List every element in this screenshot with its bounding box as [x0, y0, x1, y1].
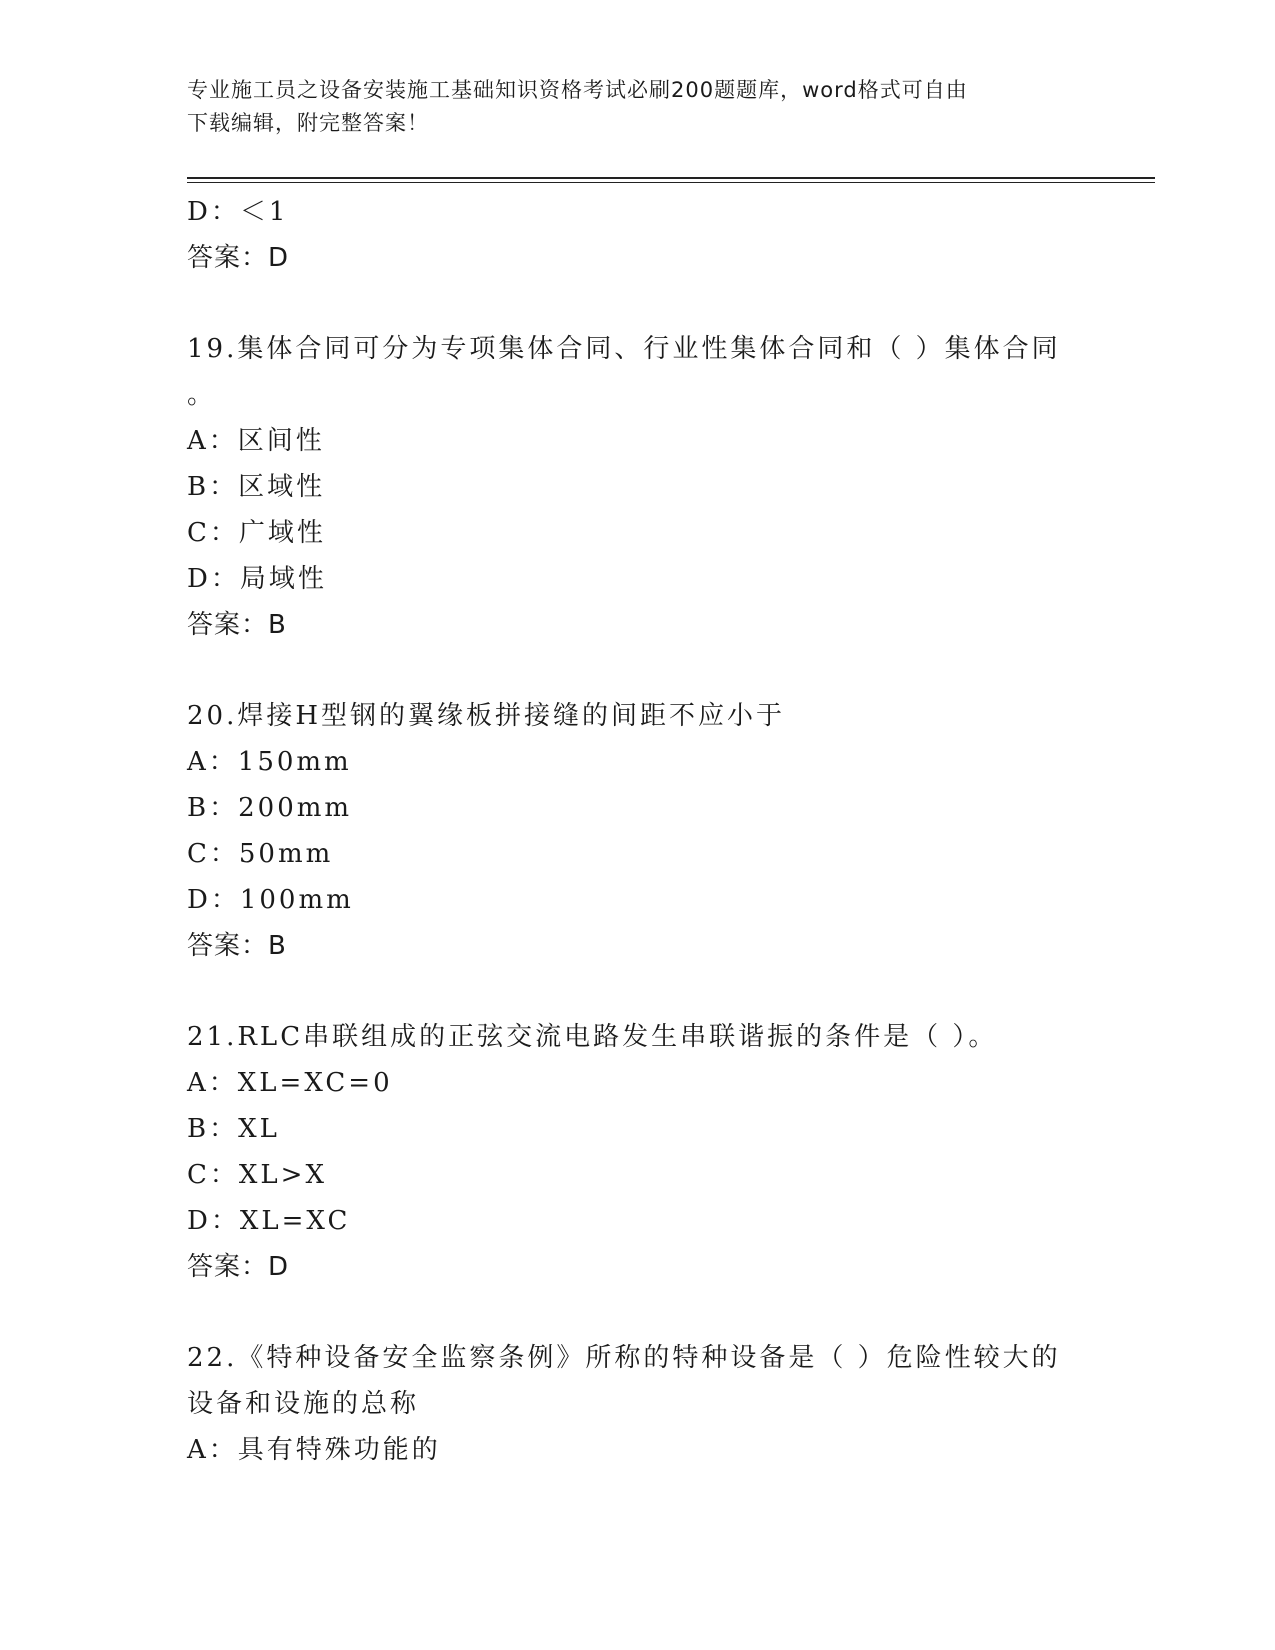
previous-question-tail: [187, 189, 1087, 281]
option-c: C：广域性: [187, 518, 326, 548]
option-b: B：XL: [187, 1114, 280, 1144]
option-d: D：局域性: [187, 564, 327, 594]
question-stem-continued: 设备和设施的总称: [187, 1389, 420, 1419]
option-d: D：XL=XC: [187, 1206, 351, 1236]
option-c: C：50mm: [187, 839, 334, 869]
question-list: [187, 189, 1087, 1473]
option-d: D：＜1: [187, 197, 289, 227]
header-line: 专业施工员之设备安装施工基础知识资格考试必刷200题题库，word格式可自由: [187, 78, 968, 102]
answer: 答案：B: [187, 610, 287, 640]
question-19: [187, 326, 1087, 648]
option-a: A：具有特殊功能的: [187, 1435, 441, 1465]
option-b: B：区域性: [187, 472, 326, 502]
option-c: C：XL>X: [187, 1160, 327, 1190]
option-a: A：150mm: [187, 747, 352, 777]
question-stem: 21.RLC串联组成的正弦交流电路发生串联谐振的条件是（ ）。: [187, 1022, 998, 1052]
option-a: A：区间性: [187, 426, 325, 456]
header-line: 下载编辑，附完整答案！: [187, 111, 429, 135]
question-20: [187, 693, 1087, 969]
question-22: [187, 1335, 1087, 1473]
answer: 答案：D: [187, 243, 290, 273]
header-divider: [187, 177, 1155, 179]
answer: 答案：B: [187, 931, 287, 961]
question-stem: 19.集体合同可分为专项集体合同、行业性集体合同和（ ）集体合同: [187, 334, 1061, 364]
option-a: A：XL=XC=0: [187, 1068, 393, 1098]
option-b: B：200mm: [187, 793, 353, 823]
page-header: [187, 74, 1067, 140]
question-stem: 22.《特种设备安全监察条例》所称的特种设备是（ ）危险性较大的: [187, 1343, 1061, 1373]
question-stem-continued: 。: [187, 380, 217, 410]
answer: 答案：D: [187, 1252, 290, 1282]
header-divider-thin: [187, 182, 1155, 183]
option-d: D：100mm: [187, 885, 354, 915]
question-21: [187, 1014, 1087, 1290]
question-stem: 20.焊接H型钢的翼缘板拼接缝的间距不应小于: [187, 701, 786, 731]
